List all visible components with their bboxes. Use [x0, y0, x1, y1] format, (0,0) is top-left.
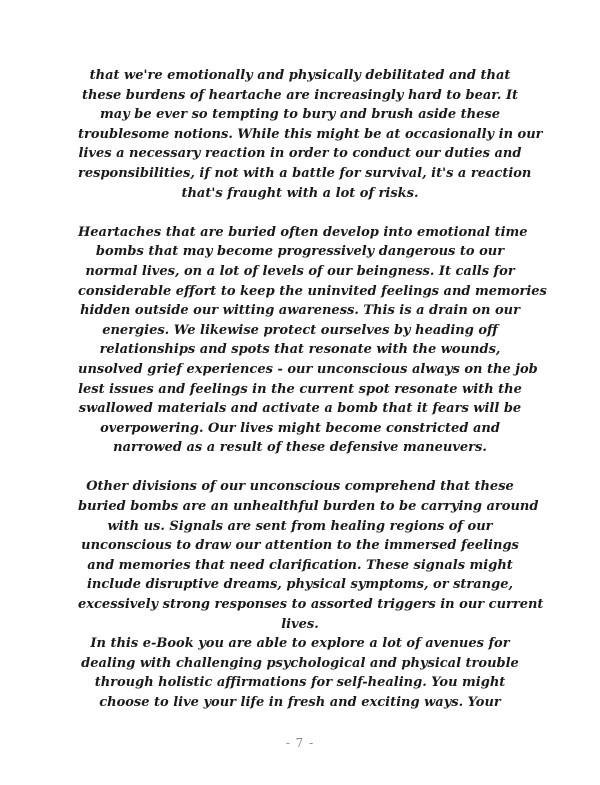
text-line: excessively strong responses to assorted triggers in our current — [78, 597, 544, 613]
text-line: with us. Signals are sent from healing regions of our — [107, 518, 493, 534]
page-number: - 7 - — [285, 736, 315, 750]
text-line: energies. We likewise protect ourselves by heading off — [102, 322, 498, 338]
paragraph-gap — [78, 458, 522, 478]
text-line: considerable effort to keep the uninvited feelings and memories — [78, 283, 547, 299]
text-line: overpowering. Our lives might become constricted and — [100, 420, 500, 436]
text-line: and memories that need clarification. These signals might — [87, 557, 513, 573]
text-line: may be ever so tempting to bury and brush aside these — [100, 107, 500, 123]
text-line: normal lives, on a lot of levels of our beingness. It calls for — [85, 263, 515, 279]
paragraph-4 — [78, 634, 522, 712]
text-line: that we're emotionally and physically debilitated and that — [89, 68, 511, 83]
text-line: lives a necessary reaction in order to conduct our duties and — [78, 146, 522, 162]
body-text — [78, 66, 547, 713]
text-line: that's fraught with a lot of risks. — [181, 185, 419, 201]
text-line: narrowed as a result of these defensive maneuvers. — [113, 440, 487, 456]
paragraph-gap — [78, 203, 522, 223]
paragraph-3 — [78, 477, 544, 634]
text-line: unsolved grief experiences - our unconscious always on the job — [78, 361, 538, 377]
text-line: bombs that may become progressively dangerous to our — [95, 244, 505, 260]
paragraph-1 — [78, 66, 543, 203]
text-line: lest issues and feelings in the current spot resonate with the — [78, 381, 522, 397]
text-line: hidden outside our witting awareness. This is a drain on our — [80, 303, 520, 319]
text-line: lives. — [281, 616, 319, 632]
text-line: buried bombs are an unhealthful burden to be carrying around — [78, 499, 539, 515]
text-line: Heartaches that are buried often develop into emotional time — [78, 224, 528, 240]
text-line: dealing with challenging psychological and physical trouble — [81, 655, 519, 671]
text-line: through holistic affirmations for self-healing. You might — [94, 675, 506, 691]
text-line: choose to live your life in fresh and exciting ways. Your — [99, 695, 501, 710]
text-line: responsibilities, if not with a battle for survival, it's a reaction — [78, 165, 532, 181]
text-line: relationships and spots that resonate with the wounds, — [99, 342, 501, 358]
text-line: troublesome notions. While this might be at occasionally in our — [78, 126, 543, 142]
text-line: Other divisions of our unconscious comprehend that these — [86, 479, 514, 495]
text-line: include disruptive dreams, physical symptoms, or strange, — [86, 577, 514, 593]
text-line: swallowed materials and activate a bomb that it fears will be — [78, 401, 522, 417]
text-line: unconscious to draw our attention to the immersed feelings — [81, 538, 519, 554]
text-line: these burdens of heartache are increasingly hard to bear. It — [81, 87, 519, 103]
paragraph-2 — [78, 223, 547, 458]
text-line: In this e-Book you are able to explore a lot of avenues for — [90, 636, 510, 652]
